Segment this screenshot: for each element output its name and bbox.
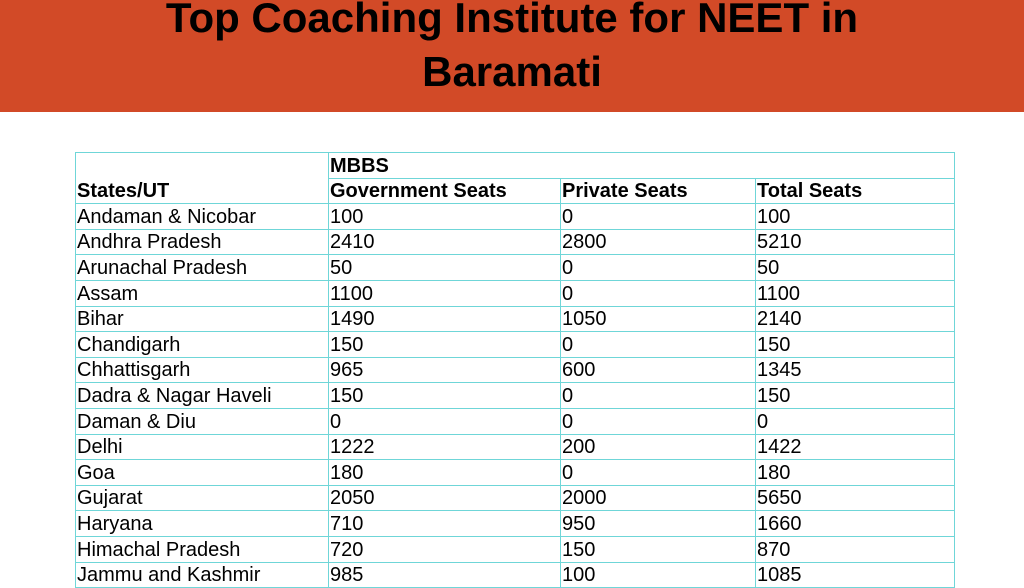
cell-total-seats: 0 <box>756 408 955 434</box>
cell-private-seats: 0 <box>561 460 756 486</box>
cell-government-seats: 1100 <box>329 280 561 306</box>
table-row <box>76 485 955 511</box>
header-government-seats: Government Seats <box>329 178 561 204</box>
cell-government-seats: 2410 <box>329 229 561 255</box>
cell-total-seats: 1660 <box>756 511 955 537</box>
table-row <box>76 460 955 486</box>
cell-total-seats: 180 <box>756 460 955 486</box>
table-row <box>76 383 955 409</box>
cell-total-seats: 5650 <box>756 485 955 511</box>
cell-private-seats: 0 <box>561 408 756 434</box>
cell-private-seats: 100 <box>561 562 756 588</box>
table-row <box>76 434 955 460</box>
cell-government-seats: 150 <box>329 332 561 358</box>
cell-state: Daman & Diu <box>76 408 329 434</box>
cell-government-seats: 720 <box>329 536 561 562</box>
cell-state: Chandigarh <box>76 332 329 358</box>
cell-private-seats: 950 <box>561 511 756 537</box>
page-title-line-1: Top Coaching Institute for NEET in <box>165 0 859 41</box>
cell-total-seats: 5210 <box>756 229 955 255</box>
cell-total-seats: 50 <box>756 255 955 281</box>
header-states-ut: States/UT <box>76 153 329 204</box>
table-row <box>76 511 955 537</box>
cell-total-seats: 1085 <box>756 562 955 588</box>
cell-private-seats: 600 <box>561 357 756 383</box>
table-group-header-row <box>76 153 955 179</box>
mbbs-seats-table <box>75 152 955 588</box>
cell-state: Goa <box>76 460 329 486</box>
header-mbbs: MBBS <box>329 153 955 179</box>
cell-total-seats: 2140 <box>756 306 955 332</box>
cell-private-seats: 1050 <box>561 306 756 332</box>
header-total-seats: Total Seats <box>756 178 955 204</box>
page-title-line-2: Baramati <box>422 48 602 95</box>
table-row <box>76 255 955 281</box>
cell-private-seats: 2800 <box>561 229 756 255</box>
table-row <box>76 204 955 230</box>
cell-state: Gujarat <box>76 485 329 511</box>
cell-government-seats: 710 <box>329 511 561 537</box>
cell-government-seats: 985 <box>329 562 561 588</box>
cell-government-seats: 1222 <box>329 434 561 460</box>
table-row <box>76 229 955 255</box>
table-row <box>76 357 955 383</box>
cell-private-seats: 2000 <box>561 485 756 511</box>
cell-government-seats: 2050 <box>329 485 561 511</box>
cell-total-seats: 1345 <box>756 357 955 383</box>
cell-private-seats: 0 <box>561 280 756 306</box>
title-banner <box>0 0 1024 112</box>
cell-state: Andhra Pradesh <box>76 229 329 255</box>
table-row <box>76 536 955 562</box>
cell-private-seats: 0 <box>561 383 756 409</box>
cell-private-seats: 200 <box>561 434 756 460</box>
cell-government-seats: 965 <box>329 357 561 383</box>
cell-state: Chhattisgarh <box>76 357 329 383</box>
cell-private-seats: 0 <box>561 255 756 281</box>
cell-government-seats: 180 <box>329 460 561 486</box>
cell-state: Haryana <box>76 511 329 537</box>
table-row <box>76 408 955 434</box>
cell-state: Delhi <box>76 434 329 460</box>
cell-state: Arunachal Pradesh <box>76 255 329 281</box>
cell-total-seats: 870 <box>756 536 955 562</box>
cell-private-seats: 0 <box>561 332 756 358</box>
header-private-seats: Private Seats <box>561 178 756 204</box>
cell-government-seats: 0 <box>329 408 561 434</box>
cell-total-seats: 150 <box>756 383 955 409</box>
cell-state: Bihar <box>76 306 329 332</box>
cell-government-seats: 1490 <box>329 306 561 332</box>
cell-private-seats: 150 <box>561 536 756 562</box>
table-row <box>76 306 955 332</box>
cell-total-seats: 1100 <box>756 280 955 306</box>
table-row <box>76 562 955 588</box>
cell-state: Jammu and Kashmir <box>76 562 329 588</box>
cell-government-seats: 100 <box>329 204 561 230</box>
cell-state: Andaman & Nicobar <box>76 204 329 230</box>
cell-government-seats: 50 <box>329 255 561 281</box>
table-row <box>76 280 955 306</box>
cell-total-seats: 150 <box>756 332 955 358</box>
table-row <box>76 332 955 358</box>
cell-total-seats: 100 <box>756 204 955 230</box>
cell-state: Assam <box>76 280 329 306</box>
cell-total-seats: 1422 <box>756 434 955 460</box>
cell-government-seats: 150 <box>329 383 561 409</box>
cell-private-seats: 0 <box>561 204 756 230</box>
cell-state: Himachal Pradesh <box>76 536 329 562</box>
cell-state: Dadra & Nagar Haveli <box>76 383 329 409</box>
